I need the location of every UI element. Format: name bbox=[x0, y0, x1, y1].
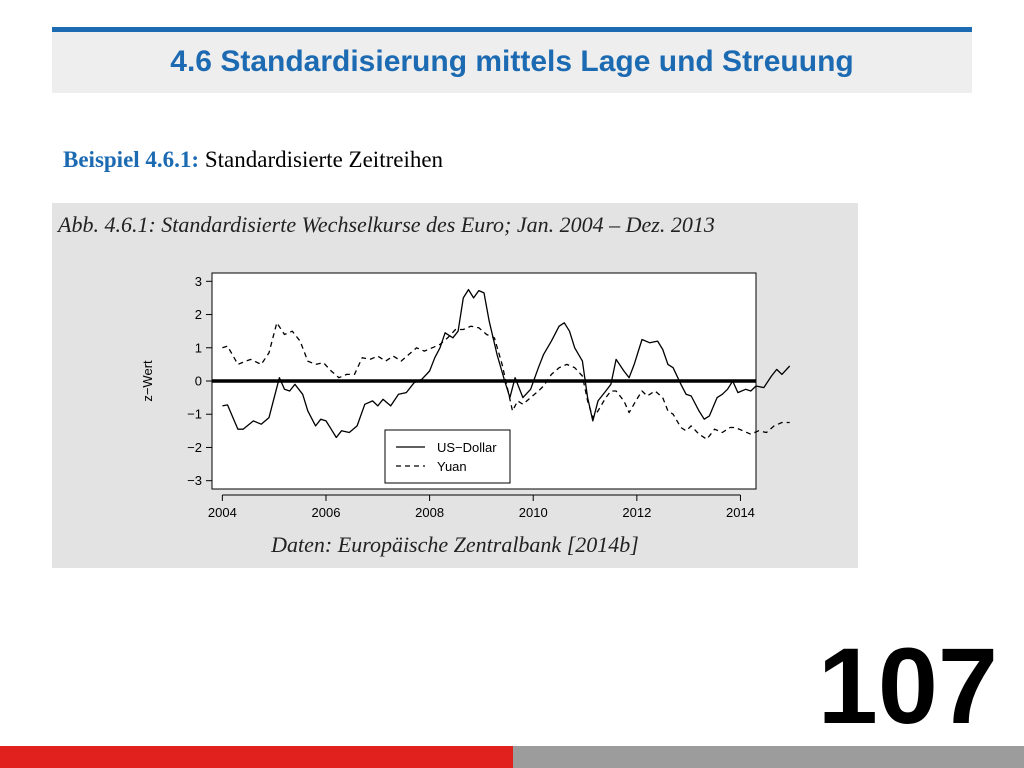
footer-bar-red bbox=[0, 746, 513, 768]
x-tick-label: 2004 bbox=[207, 505, 237, 520]
slide-title: 4.6 Standardisierung mittels Lage und Streuung bbox=[170, 45, 854, 78]
x-tick-label: 2012 bbox=[622, 505, 652, 520]
x-axis bbox=[208, 495, 755, 520]
x-tick-label: 2014 bbox=[725, 505, 755, 520]
x-tick-label: 2006 bbox=[311, 505, 341, 520]
y-tick-label: 3 bbox=[194, 273, 202, 289]
y-axis-label: z−Wert bbox=[140, 360, 155, 402]
legend bbox=[385, 430, 510, 483]
figure-caption: Abb. 4.6.1: Standardisierte Wechselkurse des Euro; Jan. 2004 – Dez. 2013 bbox=[58, 212, 715, 237]
y-tick-label: −2 bbox=[187, 439, 202, 455]
example-heading bbox=[63, 147, 443, 173]
title-bar bbox=[52, 27, 972, 93]
y-tick-label: 0 bbox=[194, 373, 202, 389]
legend-label-yuan: Yuan bbox=[437, 459, 467, 474]
y-tick-label: −1 bbox=[187, 406, 202, 422]
figure-panel bbox=[52, 203, 858, 568]
page-number: 107 bbox=[817, 625, 998, 746]
example-label: Beispiel 4.6.1: bbox=[63, 147, 200, 172]
x-tick-label: 2008 bbox=[415, 505, 445, 520]
example-text: Standardisierte Zeitreihen bbox=[199, 147, 444, 172]
x-tick-label: 2010 bbox=[518, 505, 548, 520]
y-tick-label: 2 bbox=[194, 307, 202, 323]
figure-source: Daten: Europäische Zentralbank [2014b] bbox=[271, 532, 639, 557]
legend-box bbox=[385, 430, 510, 483]
footer-bar-gray bbox=[513, 746, 1024, 768]
y-axis bbox=[187, 274, 212, 488]
y-tick-label: −3 bbox=[187, 473, 202, 489]
chart-svg bbox=[52, 203, 858, 568]
y-tick-label: 1 bbox=[194, 340, 202, 356]
legend-label-usd: US−Dollar bbox=[437, 440, 497, 455]
